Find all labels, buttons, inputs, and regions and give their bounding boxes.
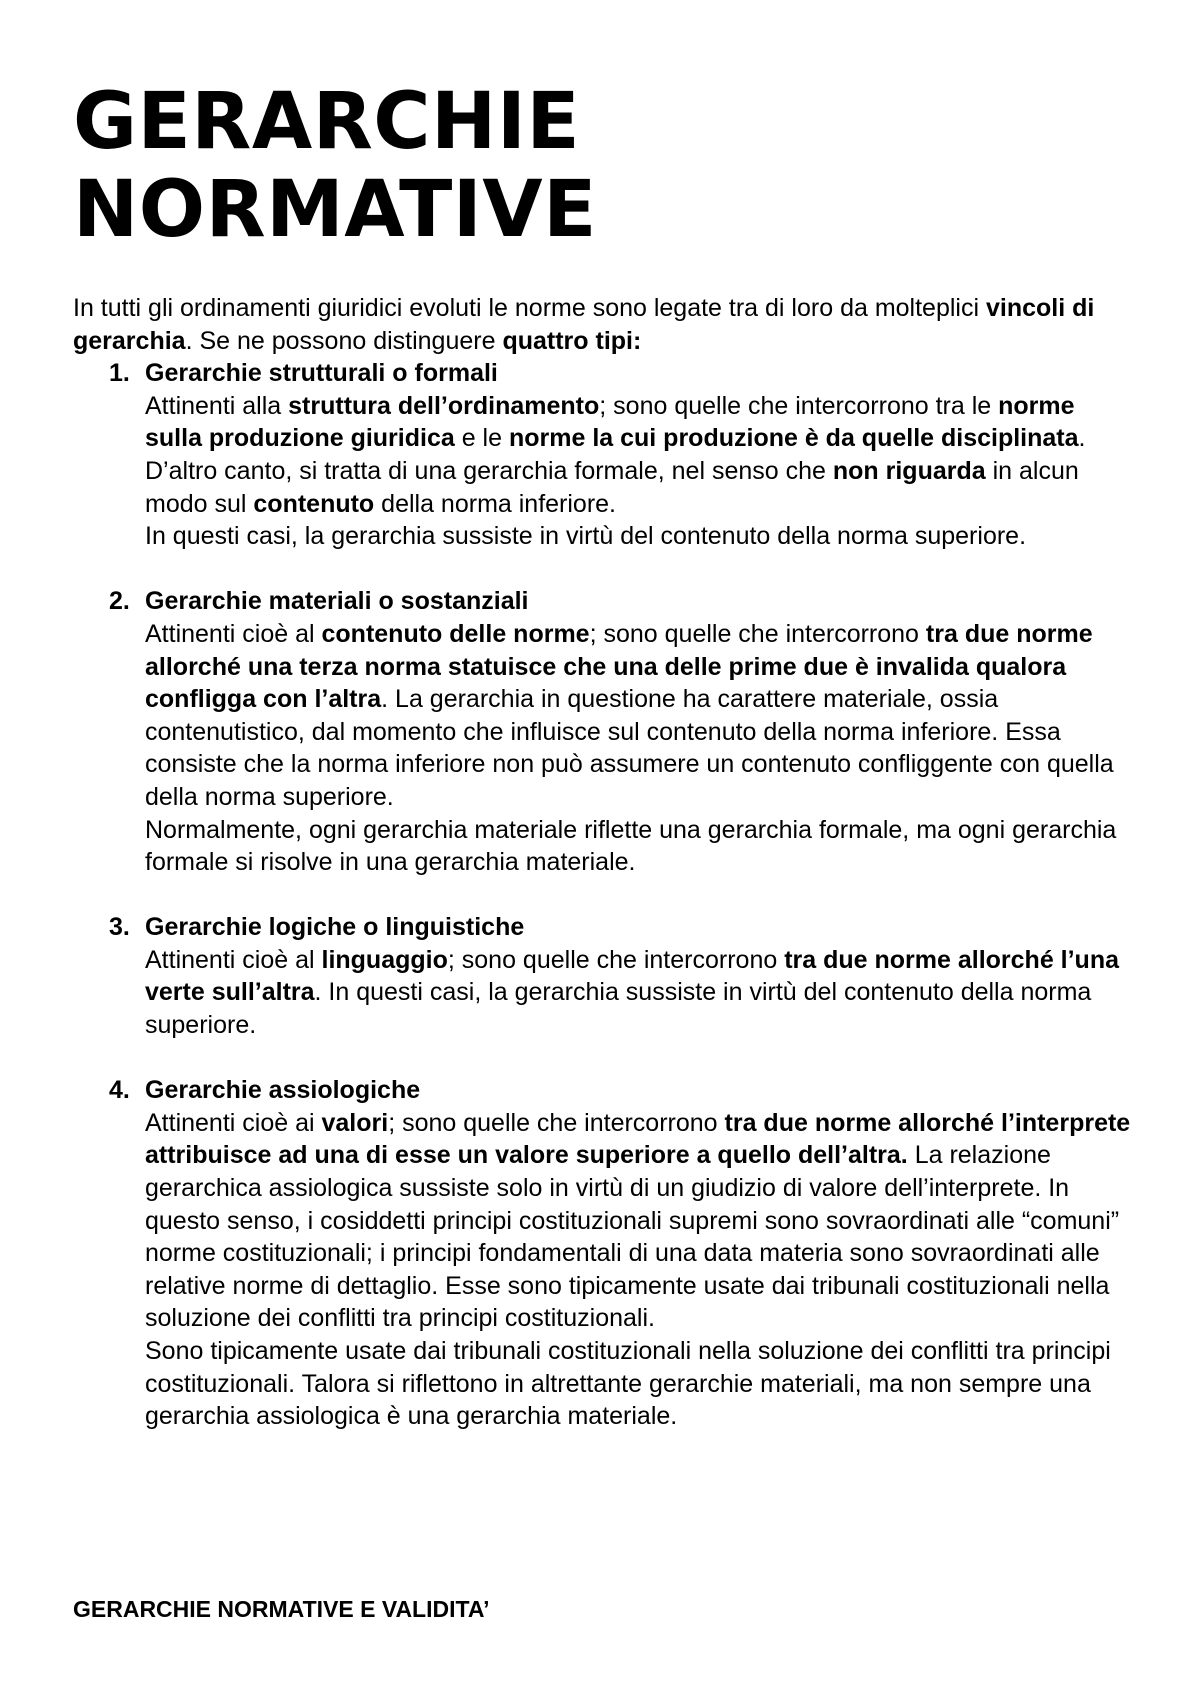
list-item-heading: Gerarchie logiche o linguistiche — [145, 913, 525, 942]
intro-bold-text: vincoli di gerarchia — [73, 294, 1095, 355]
page-title-line-1: GERARCHIE — [73, 77, 581, 167]
list-item-paragraph: Attinenti alla struttura dell’ordinamento; sono quelle che intercorrono tra le norme sulla produzione giuridica e le norme la cui produzione è da quelle disciplinata. D’altro canto, si tratta di una gerarchia formale, nel senso che non riguarda in alcun modo sul contenuto della norma inferiore. — [145, 391, 1086, 518]
list-item — [73, 1074, 1133, 1433]
list-item-number: 4. — [109, 1076, 130, 1105]
intro-bold-text: quattro tipi: — [502, 326, 642, 355]
intro-paragraph — [73, 292, 1133, 357]
list-item-paragraph: Attinenti cioè al linguaggio; sono quelle che intercorrono tra due norme allorché l’una verte sull’altra. In questi casi, la gerarchia sussiste in virtù del contenuto della norma superiore. — [145, 945, 1120, 1040]
list-item-heading: Gerarchie materiali o sostanziali — [145, 587, 529, 616]
list-item-number: 2. — [109, 587, 130, 616]
hierarchy-types-list — [73, 357, 1133, 1433]
list-item-number: 3. — [109, 913, 130, 942]
list-item-number: 1. — [109, 359, 130, 388]
intro-text: . Se ne possono distinguere — [185, 326, 503, 355]
intro-text: In tutti gli ordinamenti giuridici evoluti le norme sono legate tra di loro da molteplici — [73, 294, 986, 322]
section-heading: GERARCHIE NORMATIVE E VALIDITA’ — [73, 1596, 490, 1622]
list-item-paragraph: Normalmente, ogni gerarchia materiale riflette una gerarchia formale, ma ogni gerarchia formale si risolve in una gerarchia materiale. — [145, 815, 1117, 877]
list-item-paragraph: Attinenti cioè al contenuto delle norme; sono quelle che intercorrono tra due norme allorché una terza norma statuisce che una delle prime due è invalida qualora confligga con l’altra. La gerarchia in questione ha carattere materiale, ossia contenutistico, dal momento che influisce sul contenuto della norma inferiore. Essa consiste che la norma inferiore non può assumere un contenuto confliggente con quella della norma superiore. — [145, 619, 1114, 811]
document-body — [73, 292, 1133, 1465]
list-item-heading: Gerarchie assiologiche — [145, 1076, 421, 1105]
list-item — [73, 357, 1133, 553]
list-item-paragraph: In questi casi, la gerarchia sussiste in virtù del contenuto della norma superiore. — [145, 522, 1027, 551]
list-item — [73, 585, 1133, 878]
list-item-paragraph: Sono tipicamente usate dai tribunali costituzionali nella soluzione dei conflitti tra principi costituzionali. Talora si riflettono in altrettante gerarchie materiali, ma non sempre una gerarchia assiologica è una gerarchia materiale. — [145, 1337, 1111, 1431]
list-item-paragraph: Attinenti cioè ai valori; sono quelle che intercorrono tra due norme allorché l’interprete attribuisce ad una di esse un valore superiore a quello dell’altra. La relazione gerarchica assiologica sussiste solo in virtù di un giudizio di valore dell’interprete. In questo senso, i cosiddetti principi costituzionali supremi sono sovraordinati alle “comuni” norme costituzionali; i principi fondamentali di una data materia sono sovraordinati alle relative norme di dettaglio. Esse sono tipicamente usate dai tribunali costituzionali nella soluzione dei conflitti tra principi costituzionali. — [145, 1108, 1131, 1333]
list-item — [73, 911, 1133, 1041]
page-title — [73, 78, 597, 254]
list-item-heading: Gerarchie strutturali o formali — [145, 359, 498, 388]
page-title-line-2: NORMATIVE — [73, 165, 597, 255]
